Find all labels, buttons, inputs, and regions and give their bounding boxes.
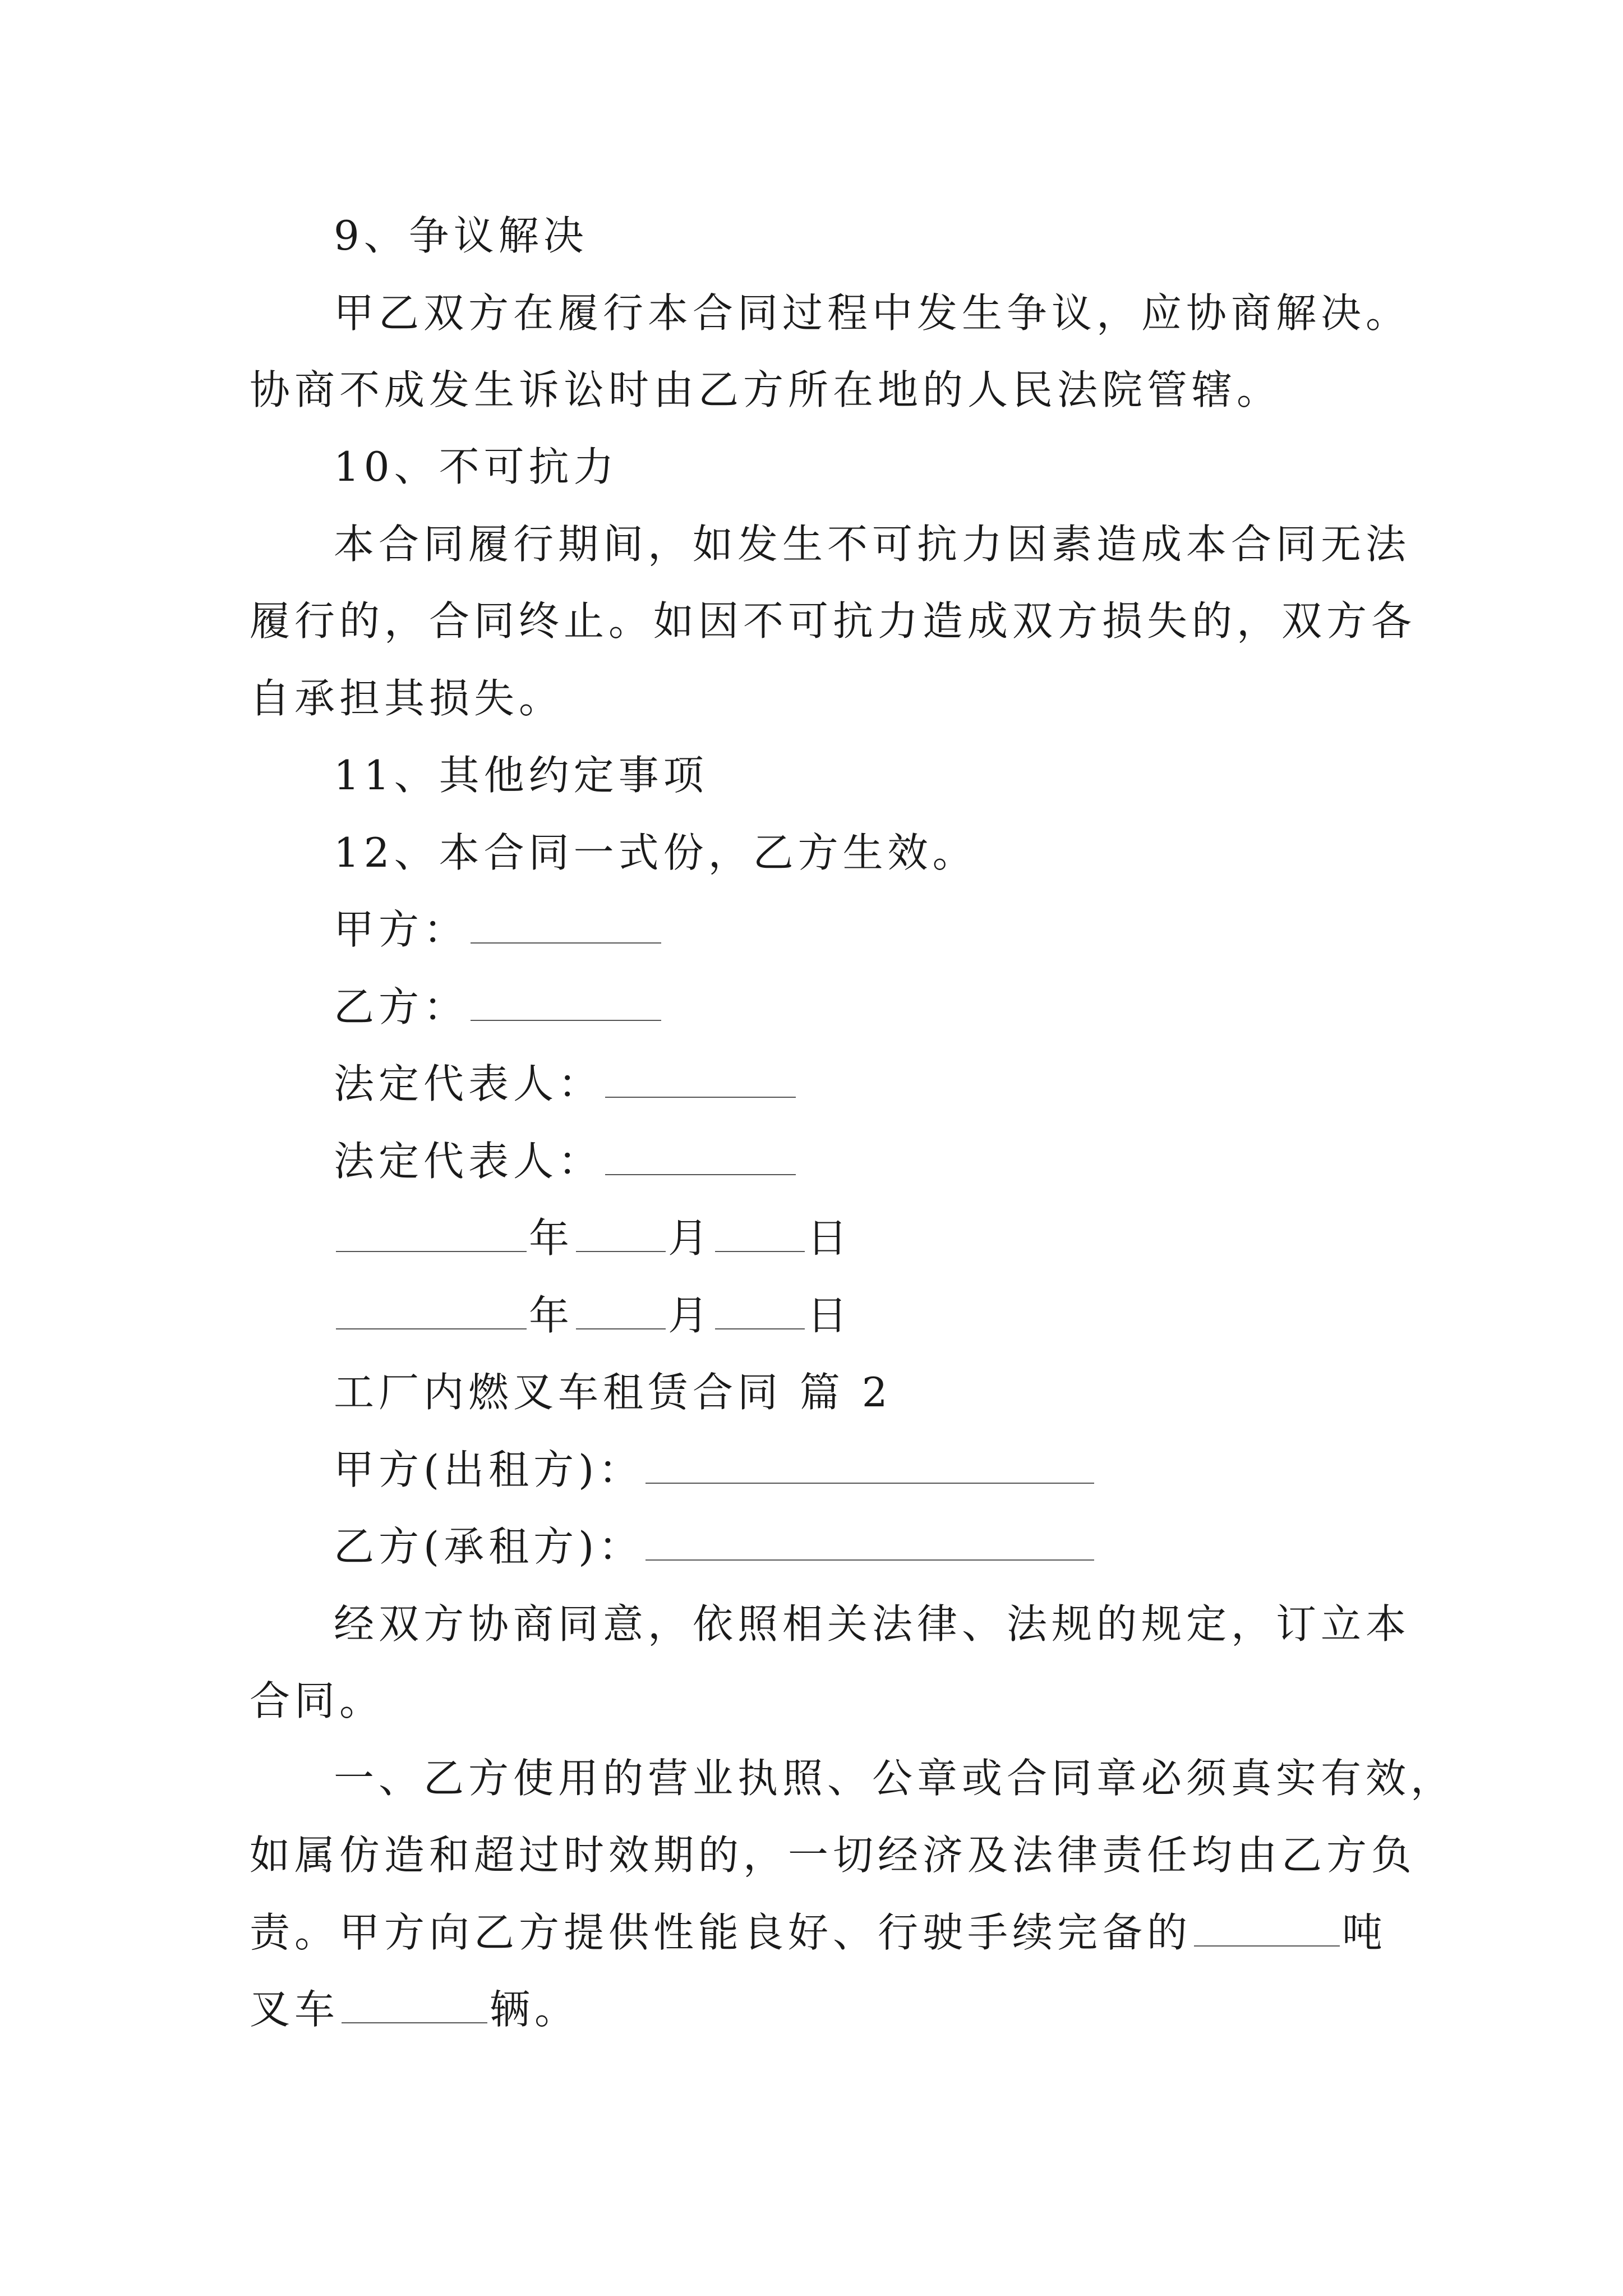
lessor-blank[interactable]	[645, 1449, 1094, 1484]
tonnage-unit: 吨	[1342, 1909, 1387, 1956]
party-a-line	[334, 901, 663, 958]
section-title: 工厂内燃叉车租赁合同 篇 2	[334, 1369, 892, 1416]
lessee-blank[interactable]	[645, 1526, 1094, 1561]
party-a-blank[interactable]	[471, 909, 661, 944]
section-11-heading: 11、其他约定事项	[334, 752, 708, 799]
quantity-blank[interactable]	[342, 1989, 487, 2023]
year-label: 年	[529, 1214, 574, 1262]
month-blank[interactable]	[576, 1295, 666, 1329]
year-label: 年	[529, 1292, 574, 1339]
party-b-label: 乙方：	[334, 983, 469, 1030]
paragraph-line: 如属仿造和超过时效期的，一切经济及法律责任均由乙方负	[250, 1832, 1417, 1879]
legal-rep-label: 法定代表人：	[334, 1138, 603, 1185]
paragraph-text: 责。甲方向乙方提供性能良好、行驶手续完备的	[250, 1909, 1192, 1956]
section-9-heading: 9、争议解决	[334, 212, 588, 259]
paragraph-line: 协商不成发生诉讼时由乙方所在地的人民法院管辖。	[250, 366, 1282, 413]
paragraph-line: 一、乙方使用的营业执照、公章或合同章必须真实有效，	[334, 1755, 1456, 1802]
year-blank[interactable]	[336, 1217, 527, 1252]
day-blank[interactable]	[715, 1295, 805, 1329]
date-line	[334, 1287, 852, 1343]
legal-rep-line	[334, 1056, 798, 1112]
paragraph-line: 履行的，合同终止。如因不可抗力造成双方损失的，双方各	[250, 597, 1417, 645]
legal-rep-label: 法定代表人：	[334, 1060, 603, 1107]
month-blank[interactable]	[576, 1217, 666, 1252]
paragraph-line: 经双方协商同意，依照相关法律、法规的规定，订立本	[334, 1600, 1411, 1648]
lessor-label: 甲方(出租方)：	[334, 1446, 644, 1493]
lessee-line	[334, 1519, 1096, 1575]
day-label: 日	[807, 1292, 852, 1339]
paragraph-line: 本合同履行期间，如发生不可抗力因素造成本合同无法	[334, 521, 1411, 568]
paragraph-line	[250, 1904, 1387, 1961]
section-12-line: 12、本合同一式份，乙方生效。	[334, 829, 978, 876]
month-label: 月	[668, 1214, 713, 1262]
paragraph-text: 叉车	[250, 1986, 340, 2033]
month-label: 月	[668, 1292, 713, 1339]
party-a-label: 甲方：	[334, 906, 469, 953]
legal-rep-line	[334, 1133, 798, 1189]
tonnage-blank[interactable]	[1194, 1912, 1340, 1947]
legal-rep-blank[interactable]	[605, 1140, 796, 1175]
day-label: 日	[807, 1214, 852, 1262]
party-b-blank[interactable]	[471, 986, 661, 1021]
lessor-line	[334, 1442, 1096, 1498]
paragraph-line: 甲乙双方在履行本合同过程中发生争议，应协商解决。	[334, 289, 1411, 337]
paragraph-line: 自承担其损失。	[250, 675, 564, 722]
quantity-unit: 辆。	[490, 1986, 580, 2033]
lessee-label: 乙方(承租方)：	[334, 1523, 644, 1570]
paragraph-line	[250, 1981, 579, 2037]
party-b-line	[334, 979, 663, 1035]
date-line	[334, 1210, 852, 1266]
legal-rep-blank[interactable]	[605, 1063, 796, 1098]
section-10-heading: 10、不可抗力	[334, 443, 619, 490]
paragraph-line: 合同。	[250, 1677, 385, 1724]
year-blank[interactable]	[336, 1295, 527, 1329]
day-blank[interactable]	[715, 1217, 805, 1252]
